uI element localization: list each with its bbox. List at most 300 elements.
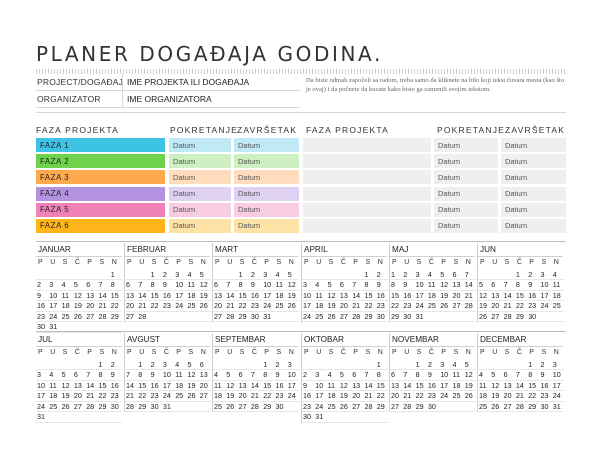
day-cell[interactable]: 16 [150, 381, 162, 392]
day-cell[interactable]: 7 [137, 280, 149, 291]
day-cell[interactable]: 20 [339, 301, 351, 312]
day-cell[interactable]: 7 [464, 270, 476, 281]
day-cell[interactable] [287, 312, 299, 323]
day-cell[interactable]: 4 [451, 360, 463, 371]
day-cell[interactable]: 2 [36, 280, 48, 291]
day-cell[interactable]: 25 [186, 301, 198, 312]
day-cell[interactable] [302, 270, 314, 281]
day-cell[interactable]: 29 [110, 312, 122, 323]
day-cell[interactable]: 4 [274, 270, 286, 281]
day-cell[interactable]: 13 [125, 291, 137, 302]
day-cell[interactable]: 11 [451, 370, 463, 381]
day-cell[interactable]: 5 [199, 270, 211, 281]
day-cell[interactable]: 18 [478, 391, 490, 402]
day-cell[interactable]: 10 [262, 280, 274, 291]
day-cell[interactable]: 3 [302, 280, 314, 291]
day-cell[interactable]: 17 [36, 391, 48, 402]
day-cell[interactable]: 28 [363, 402, 375, 413]
day-cell[interactable]: 15 [527, 381, 539, 392]
day-cell[interactable] [85, 412, 97, 423]
day-cell[interactable]: 28 [250, 402, 262, 413]
day-cell[interactable]: 23 [150, 391, 162, 402]
day-cell[interactable]: 7 [85, 370, 97, 381]
day-cell[interactable]: 21 [85, 391, 97, 402]
day-cell[interactable]: 19 [186, 381, 198, 392]
day-cell[interactable]: 12 [73, 291, 85, 302]
day-cell[interactable]: 24 [539, 301, 551, 312]
day-cell[interactable]: 13 [390, 381, 402, 392]
day-cell[interactable]: 31 [36, 412, 48, 423]
day-cell[interactable]: 24 [162, 391, 174, 402]
phase-start-date[interactable]: Datum [169, 138, 231, 152]
day-cell[interactable]: 4 [61, 280, 73, 291]
day-cell[interactable]: 8 [238, 280, 250, 291]
day-cell[interactable]: 5 [478, 280, 490, 291]
day-cell[interactable]: 15 [97, 381, 109, 392]
day-cell[interactable]: 10 [36, 381, 48, 392]
day-cell[interactable]: 12 [339, 381, 351, 392]
day-cell[interactable]: 29 [527, 402, 539, 413]
day-cell[interactable]: 19 [490, 391, 502, 402]
day-cell[interactable]: 9 [150, 370, 162, 381]
day-cell[interactable]: 25 [48, 402, 60, 413]
day-cell[interactable]: 24 [36, 402, 48, 413]
day-cell[interactable]: 17 [415, 291, 427, 302]
day-cell[interactable]: 28 [515, 402, 527, 413]
day-cell[interactable]: 19 [478, 301, 490, 312]
day-cell[interactable]: 19 [225, 391, 237, 402]
day-cell[interactable] [439, 402, 451, 413]
day-cell[interactable]: 24 [48, 312, 60, 323]
phase-start-date[interactable]: Datum [434, 138, 498, 152]
phase-start-date[interactable]: Datum [169, 187, 231, 201]
day-cell[interactable] [199, 402, 211, 413]
day-cell[interactable]: 13 [451, 280, 463, 291]
day-cell[interactable]: 22 [137, 391, 149, 402]
day-cell[interactable] [314, 270, 326, 281]
phase-end-date[interactable]: Datum [501, 187, 566, 201]
day-cell[interactable]: 16 [376, 291, 388, 302]
day-cell[interactable] [61, 360, 73, 371]
day-cell[interactable]: 25 [274, 301, 286, 312]
day-cell[interactable]: 2 [250, 270, 262, 281]
day-cell[interactable]: 16 [110, 381, 122, 392]
day-cell[interactable]: 1 [238, 270, 250, 281]
day-cell[interactable] [174, 312, 186, 323]
phase-start-date[interactable]: Datum [169, 219, 231, 233]
day-cell[interactable] [302, 360, 314, 371]
day-cell[interactable]: 20 [451, 291, 463, 302]
day-cell[interactable]: 25 [61, 312, 73, 323]
day-cell[interactable]: 23 [376, 301, 388, 312]
day-cell[interactable]: 18 [314, 301, 326, 312]
day-cell[interactable]: 31 [552, 402, 564, 413]
day-cell[interactable]: 4 [174, 360, 186, 371]
day-cell[interactable]: 30 [302, 412, 314, 423]
day-cell[interactable]: 29 [515, 312, 527, 323]
day-cell[interactable]: 22 [390, 301, 402, 312]
phase-name[interactable]: FAZA 1 [36, 138, 165, 152]
day-cell[interactable]: 14 [515, 381, 527, 392]
day-cell[interactable]: 28 [225, 312, 237, 323]
day-cell[interactable]: 19 [199, 291, 211, 302]
day-cell[interactable]: 23 [274, 391, 286, 402]
day-cell[interactable]: 29 [262, 402, 274, 413]
day-cell[interactable]: 20 [199, 381, 211, 392]
day-cell[interactable]: 20 [73, 391, 85, 402]
day-cell[interactable]: 2 [150, 360, 162, 371]
day-cell[interactable]: 4 [478, 370, 490, 381]
day-cell[interactable] [274, 312, 286, 323]
day-cell[interactable]: 30 [274, 402, 286, 413]
phase-end-date[interactable]: Datum [501, 219, 566, 233]
day-cell[interactable]: 11 [61, 291, 73, 302]
day-cell[interactable] [351, 412, 363, 423]
day-cell[interactable]: 3 [552, 360, 564, 371]
day-cell[interactable]: 27 [451, 301, 463, 312]
day-cell[interactable] [97, 412, 109, 423]
day-cell[interactable]: 26 [327, 312, 339, 323]
day-cell[interactable]: 17 [552, 381, 564, 392]
day-cell[interactable]: 4 [186, 270, 198, 281]
day-cell[interactable]: 8 [262, 370, 274, 381]
phase-end-date[interactable]: Datum [234, 187, 299, 201]
phase-name[interactable]: FAZA 3 [36, 170, 165, 184]
day-cell[interactable]: 23 [36, 312, 48, 323]
day-cell[interactable]: 20 [85, 301, 97, 312]
day-cell[interactable]: 18 [274, 291, 286, 302]
day-cell[interactable]: 2 [162, 270, 174, 281]
day-cell[interactable]: 6 [213, 280, 225, 291]
day-cell[interactable]: 12 [464, 370, 476, 381]
day-cell[interactable]: 9 [250, 280, 262, 291]
phase-name[interactable]: FAZA 4 [36, 187, 165, 201]
day-cell[interactable]: 12 [186, 370, 198, 381]
day-cell[interactable] [327, 360, 339, 371]
day-cell[interactable]: 9 [302, 381, 314, 392]
day-cell[interactable]: 12 [199, 280, 211, 291]
day-cell[interactable]: 7 [250, 370, 262, 381]
day-cell[interactable]: 22 [150, 301, 162, 312]
day-cell[interactable]: 29 [137, 402, 149, 413]
day-cell[interactable]: 26 [464, 391, 476, 402]
day-cell[interactable]: 25 [327, 402, 339, 413]
day-cell[interactable]: 1 [527, 360, 539, 371]
day-cell[interactable] [339, 360, 351, 371]
day-cell[interactable]: 11 [327, 381, 339, 392]
phase-name[interactable]: FAZA 2 [36, 154, 165, 168]
day-cell[interactable]: 21 [137, 301, 149, 312]
day-cell[interactable] [73, 270, 85, 281]
phase-name[interactable] [303, 154, 431, 168]
day-cell[interactable] [490, 270, 502, 281]
day-cell[interactable]: 21 [464, 291, 476, 302]
day-cell[interactable]: 20 [503, 391, 515, 402]
day-cell[interactable] [390, 360, 402, 371]
day-cell[interactable]: 9 [162, 280, 174, 291]
day-cell[interactable]: 23 [539, 391, 551, 402]
day-cell[interactable]: 26 [186, 391, 198, 402]
day-cell[interactable] [351, 270, 363, 281]
day-cell[interactable]: 29 [376, 402, 388, 413]
day-cell[interactable]: 6 [503, 370, 515, 381]
day-cell[interactable]: 28 [137, 312, 149, 323]
day-cell[interactable]: 29 [97, 402, 109, 413]
day-cell[interactable]: 6 [451, 270, 463, 281]
phase-start-date[interactable]: Datum [169, 203, 231, 217]
day-cell[interactable]: 17 [439, 381, 451, 392]
day-cell[interactable]: 16 [36, 301, 48, 312]
day-cell[interactable]: 25 [451, 391, 463, 402]
day-cell[interactable]: 7 [503, 280, 515, 291]
day-cell[interactable]: 18 [213, 391, 225, 402]
day-cell[interactable]: 9 [36, 291, 48, 302]
day-cell[interactable]: 8 [97, 370, 109, 381]
day-cell[interactable]: 27 [390, 402, 402, 413]
day-cell[interactable] [238, 360, 250, 371]
day-cell[interactable] [48, 360, 60, 371]
day-cell[interactable] [61, 270, 73, 281]
day-cell[interactable]: 16 [527, 291, 539, 302]
day-cell[interactable]: 5 [339, 370, 351, 381]
day-cell[interactable]: 3 [314, 370, 326, 381]
day-cell[interactable]: 14 [250, 381, 262, 392]
day-cell[interactable]: 15 [515, 291, 527, 302]
day-cell[interactable]: 10 [287, 370, 299, 381]
day-cell[interactable]: 22 [262, 391, 274, 402]
day-cell[interactable]: 5 [186, 360, 198, 371]
day-cell[interactable]: 24 [314, 402, 326, 413]
day-cell[interactable]: 16 [302, 391, 314, 402]
day-cell[interactable]: 6 [490, 280, 502, 291]
day-cell[interactable]: 8 [515, 280, 527, 291]
day-cell[interactable]: 17 [314, 391, 326, 402]
day-cell[interactable]: 17 [302, 301, 314, 312]
day-cell[interactable]: 19 [464, 381, 476, 392]
day-cell[interactable]: 22 [527, 391, 539, 402]
phase-start-date[interactable]: Datum [434, 170, 498, 184]
phase-start-date[interactable]: Datum [169, 154, 231, 168]
day-cell[interactable]: 23 [302, 402, 314, 413]
project-name-field[interactable]: IME PROJEKTA ILI DOGAĐAJA [122, 74, 300, 90]
day-cell[interactable]: 13 [73, 381, 85, 392]
day-cell[interactable]: 3 [415, 270, 427, 281]
day-cell[interactable]: 28 [85, 402, 97, 413]
day-cell[interactable]: 14 [363, 381, 375, 392]
day-cell[interactable]: 13 [199, 370, 211, 381]
day-cell[interactable]: 5 [464, 360, 476, 371]
day-cell[interactable] [174, 402, 186, 413]
day-cell[interactable]: 2 [427, 360, 439, 371]
day-cell[interactable]: 3 [539, 270, 551, 281]
day-cell[interactable]: 13 [351, 381, 363, 392]
day-cell[interactable]: 1 [110, 270, 122, 281]
day-cell[interactable] [363, 412, 375, 423]
day-cell[interactable]: 6 [125, 280, 137, 291]
day-cell[interactable]: 26 [439, 301, 451, 312]
day-cell[interactable]: 13 [85, 291, 97, 302]
day-cell[interactable]: 18 [451, 381, 463, 392]
phase-name[interactable] [303, 187, 431, 201]
day-cell[interactable]: 6 [73, 370, 85, 381]
day-cell[interactable]: 15 [363, 291, 375, 302]
day-cell[interactable] [73, 412, 85, 423]
day-cell[interactable]: 15 [137, 381, 149, 392]
day-cell[interactable] [287, 402, 299, 413]
phase-end-date[interactable]: Datum [234, 203, 299, 217]
day-cell[interactable]: 31 [314, 412, 326, 423]
day-cell[interactable]: 27 [339, 312, 351, 323]
day-cell[interactable]: 20 [238, 391, 250, 402]
day-cell[interactable]: 6 [351, 370, 363, 381]
day-cell[interactable]: 6 [339, 280, 351, 291]
day-cell[interactable]: 2 [527, 270, 539, 281]
day-cell[interactable]: 24 [552, 391, 564, 402]
day-cell[interactable] [225, 270, 237, 281]
day-cell[interactable] [552, 312, 564, 323]
phase-name[interactable] [303, 170, 431, 184]
day-cell[interactable] [451, 402, 463, 413]
day-cell[interactable]: 22 [363, 301, 375, 312]
day-cell[interactable]: 3 [287, 360, 299, 371]
day-cell[interactable]: 9 [376, 280, 388, 291]
day-cell[interactable]: 12 [327, 291, 339, 302]
day-cell[interactable]: 15 [262, 381, 274, 392]
day-cell[interactable]: 11 [274, 280, 286, 291]
day-cell[interactable]: 14 [97, 291, 109, 302]
day-cell[interactable]: 7 [515, 370, 527, 381]
day-cell[interactable]: 10 [552, 370, 564, 381]
day-cell[interactable]: 22 [415, 391, 427, 402]
day-cell[interactable]: 28 [125, 402, 137, 413]
phase-start-date[interactable]: Datum [434, 219, 498, 233]
day-cell[interactable]: 24 [262, 301, 274, 312]
day-cell[interactable]: 30 [402, 312, 414, 323]
day-cell[interactable]: 11 [478, 381, 490, 392]
day-cell[interactable]: 22 [238, 301, 250, 312]
day-cell[interactable]: 27 [213, 312, 225, 323]
day-cell[interactable]: 11 [552, 280, 564, 291]
day-cell[interactable]: 27 [503, 402, 515, 413]
day-cell[interactable]: 6 [238, 370, 250, 381]
day-cell[interactable]: 14 [125, 381, 137, 392]
day-cell[interactable]: 21 [503, 301, 515, 312]
day-cell[interactable]: 14 [85, 381, 97, 392]
day-cell[interactable]: 16 [539, 381, 551, 392]
day-cell[interactable]: 11 [314, 291, 326, 302]
day-cell[interactable]: 18 [186, 291, 198, 302]
day-cell[interactable]: 12 [478, 291, 490, 302]
day-cell[interactable]: 4 [427, 270, 439, 281]
day-cell[interactable]: 16 [427, 381, 439, 392]
day-cell[interactable]: 17 [287, 381, 299, 392]
day-cell[interactable]: 12 [61, 381, 73, 392]
day-cell[interactable]: 1 [390, 270, 402, 281]
day-cell[interactable]: 17 [162, 381, 174, 392]
day-cell[interactable]: 24 [415, 301, 427, 312]
day-cell[interactable]: 10 [415, 280, 427, 291]
day-cell[interactable]: 29 [415, 402, 427, 413]
phase-start-date[interactable]: Datum [169, 170, 231, 184]
day-cell[interactable]: 8 [110, 280, 122, 291]
day-cell[interactable]: 1 [376, 360, 388, 371]
phase-end-date[interactable]: Datum [501, 203, 566, 217]
day-cell[interactable]: 14 [402, 381, 414, 392]
day-cell[interactable]: 13 [238, 381, 250, 392]
day-cell[interactable]: 9 [110, 370, 122, 381]
phase-name[interactable] [303, 219, 431, 233]
day-cell[interactable]: 4 [314, 280, 326, 291]
day-cell[interactable]: 31 [262, 312, 274, 323]
day-cell[interactable]: 13 [490, 291, 502, 302]
day-cell[interactable]: 14 [464, 280, 476, 291]
day-cell[interactable] [85, 270, 97, 281]
day-cell[interactable] [515, 360, 527, 371]
day-cell[interactable]: 25 [552, 301, 564, 312]
day-cell[interactable]: 14 [225, 291, 237, 302]
day-cell[interactable]: 1 [97, 360, 109, 371]
day-cell[interactable]: 2 [539, 360, 551, 371]
day-cell[interactable]: 11 [186, 280, 198, 291]
day-cell[interactable]: 21 [225, 301, 237, 312]
day-cell[interactable]: 2 [274, 360, 286, 371]
day-cell[interactable]: 20 [351, 391, 363, 402]
day-cell[interactable] [250, 360, 262, 371]
day-cell[interactable]: 25 [174, 391, 186, 402]
day-cell[interactable]: 12 [225, 381, 237, 392]
day-cell[interactable]: 21 [125, 391, 137, 402]
day-cell[interactable]: 31 [162, 402, 174, 413]
day-cell[interactable]: 30 [250, 312, 262, 323]
day-cell[interactable] [213, 270, 225, 281]
day-cell[interactable] [225, 360, 237, 371]
day-cell[interactable]: 24 [174, 301, 186, 312]
day-cell[interactable]: 28 [97, 312, 109, 323]
instruction-note[interactable]: Da biste odmah započeli sa radom, treba samo da kliknete na bilo koji tekst čuvara mesta (kao što je ovaj) i da počnete da kucate kako biste ga zamenili svojim tekstom. [306, 77, 565, 93]
day-cell[interactable]: 8 [137, 370, 149, 381]
day-cell[interactable]: 30 [376, 312, 388, 323]
day-cell[interactable]: 5 [490, 370, 502, 381]
day-cell[interactable]: 22 [110, 301, 122, 312]
day-cell[interactable]: 21 [97, 301, 109, 312]
day-cell[interactable]: 1 [363, 270, 375, 281]
day-cell[interactable]: 18 [174, 381, 186, 392]
day-cell[interactable] [110, 412, 122, 423]
day-cell[interactable]: 3 [162, 360, 174, 371]
day-cell[interactable]: 27 [125, 312, 137, 323]
day-cell[interactable]: 21 [515, 391, 527, 402]
day-cell[interactable] [36, 270, 48, 281]
day-cell[interactable]: 9 [539, 370, 551, 381]
day-cell[interactable]: 11 [174, 370, 186, 381]
day-cell[interactable]: 7 [97, 280, 109, 291]
day-cell[interactable]: 28 [464, 301, 476, 312]
day-cell[interactable]: 26 [225, 402, 237, 413]
day-cell[interactable] [478, 270, 490, 281]
day-cell[interactable]: 27 [199, 391, 211, 402]
day-cell[interactable] [73, 360, 85, 371]
day-cell[interactable] [199, 312, 211, 323]
day-cell[interactable] [363, 360, 375, 371]
day-cell[interactable]: 19 [73, 301, 85, 312]
day-cell[interactable]: 2 [302, 370, 314, 381]
day-cell[interactable]: 11 [48, 381, 60, 392]
day-cell[interactable] [339, 270, 351, 281]
day-cell[interactable] [162, 312, 174, 323]
day-cell[interactable] [439, 312, 451, 323]
day-cell[interactable]: 23 [250, 301, 262, 312]
day-cell[interactable] [314, 360, 326, 371]
